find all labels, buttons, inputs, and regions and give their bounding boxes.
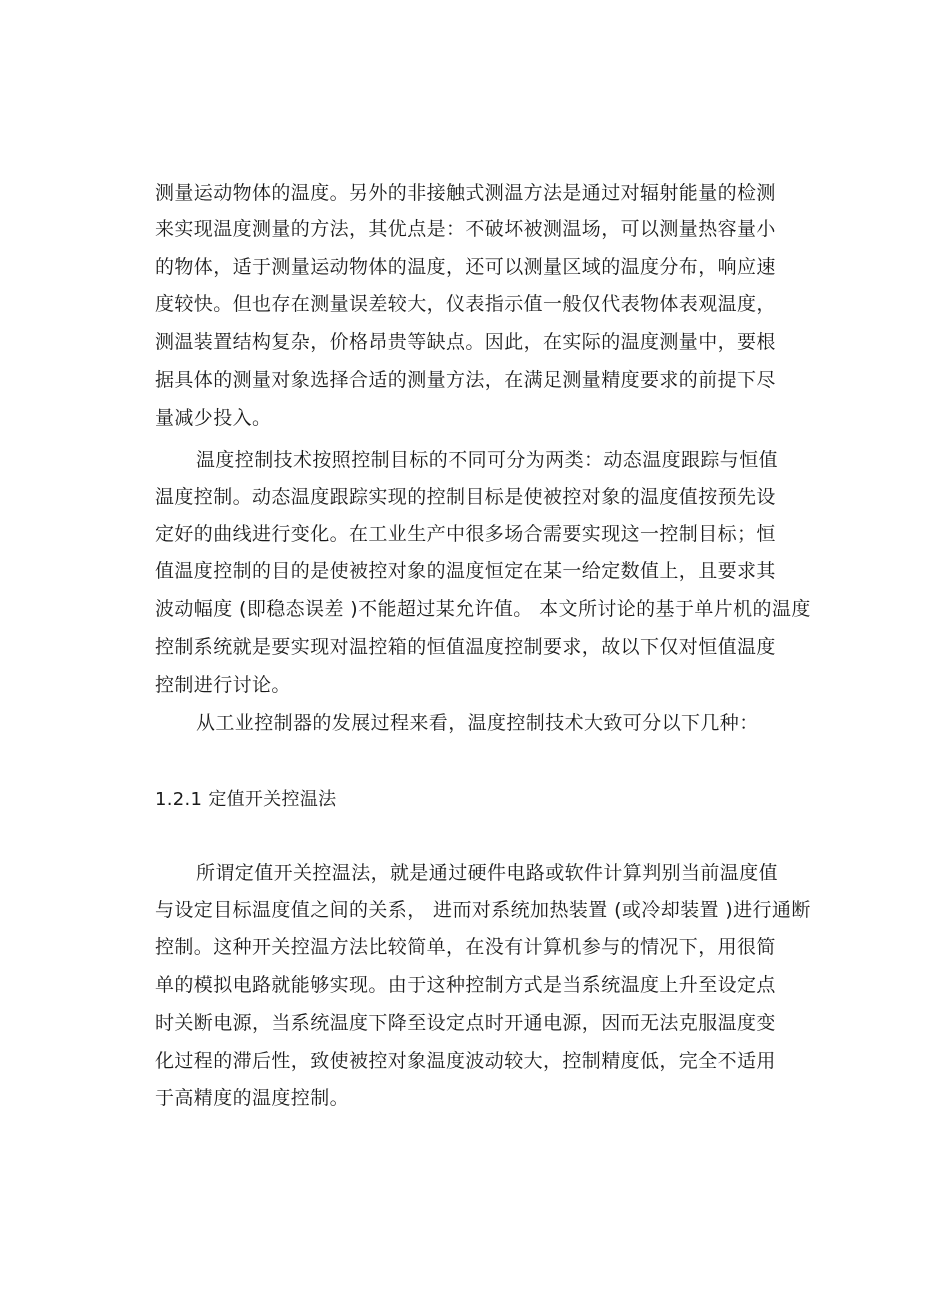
paragraph-4-line: 化过程的滞后性，致使被控对象温度波动较大，控制精度低，完全不适用 bbox=[155, 1050, 776, 1072]
paragraph-2-line: 值温度控制的目的是使被控对象的温度恒定在某一给定数值上，且要求其 bbox=[155, 560, 776, 582]
paragraph-2-line: 温度控制。动态温度跟踪实现的控制目标是使被控对象的温度值按预先设 bbox=[155, 486, 776, 508]
paragraph-1-line: 测量运动物体的温度。另外的非接触式测温方法是通过对辐射能量的检测 bbox=[155, 182, 776, 204]
paragraph-2-line: 控制系统就是要实现对温控箱的恒值温度控制要求，故以下仅对恒值温度 bbox=[155, 636, 776, 658]
paragraph-1-line: 测温装置结构复杂，价格昂贵等缺点。因此，在实际的温度测量中，要根 bbox=[155, 331, 776, 353]
paragraph-2-line: 温度控制技术按照控制目标的不同可分为两类：动态温度跟踪与恒值 bbox=[196, 449, 779, 471]
paragraph-1-line: 据具体的测量对象选择合适的测量方法，在满足测量精度要求的前提下尽 bbox=[155, 369, 776, 391]
paragraph-1-line: 度较快。但也存在测量误差较大，仪表指示值一般仅代表物体表观温度， bbox=[155, 293, 776, 315]
paragraph-2-line: 定好的曲线进行变化。在工业生产中很多场合需要实现这一控制目标；恒 bbox=[155, 523, 776, 545]
paragraph-4-line: 控制。这种开关控温方法比较简单，在没有计算机参与的情况下，用很简 bbox=[155, 936, 776, 958]
paragraph-4-line: 于高精度的温度控制。 bbox=[155, 1087, 350, 1109]
paragraph-4-line: 单的模拟电路就能够实现。由于这种控制方式是当系统温度上升至设定点 bbox=[155, 974, 776, 996]
paragraph-4-line: 与设定目标温度值之间的关系， 进而对系统加热装置 (或冷却装置 )进行通断 bbox=[155, 899, 811, 921]
paragraph-3-line: 从工业控制器的发展过程来看，温度控制技术大致可分以下几种： bbox=[196, 712, 759, 734]
paragraph-4-line: 时关断电源，当系统温度下降至设定点时开通电源，因而无法克服温度变 bbox=[155, 1012, 776, 1034]
paragraph-1-line: 的物体，适于测量运动物体的温度，还可以测量区域的温度分布，响应速 bbox=[155, 256, 776, 278]
paragraph-2-line: 控制进行讨论。 bbox=[155, 674, 291, 696]
paragraph-1-line: 量减少投入。 bbox=[155, 407, 272, 429]
paragraph-2-line: 波动幅度 (即稳态误差 )不能超过某允许值。 本文所讨论的基于单片机的温度 bbox=[155, 598, 811, 620]
paragraph-4-line: 所谓定值开关控温法，就是通过硬件电路或软件计算判别当前温度值 bbox=[196, 862, 779, 884]
section-heading: 1.2.1 定值开关控温法 bbox=[155, 789, 337, 810]
paragraph-1-line: 来实现温度测量的方法，其优点是：不破坏被测温场，可以测量热容量小 bbox=[155, 218, 776, 240]
